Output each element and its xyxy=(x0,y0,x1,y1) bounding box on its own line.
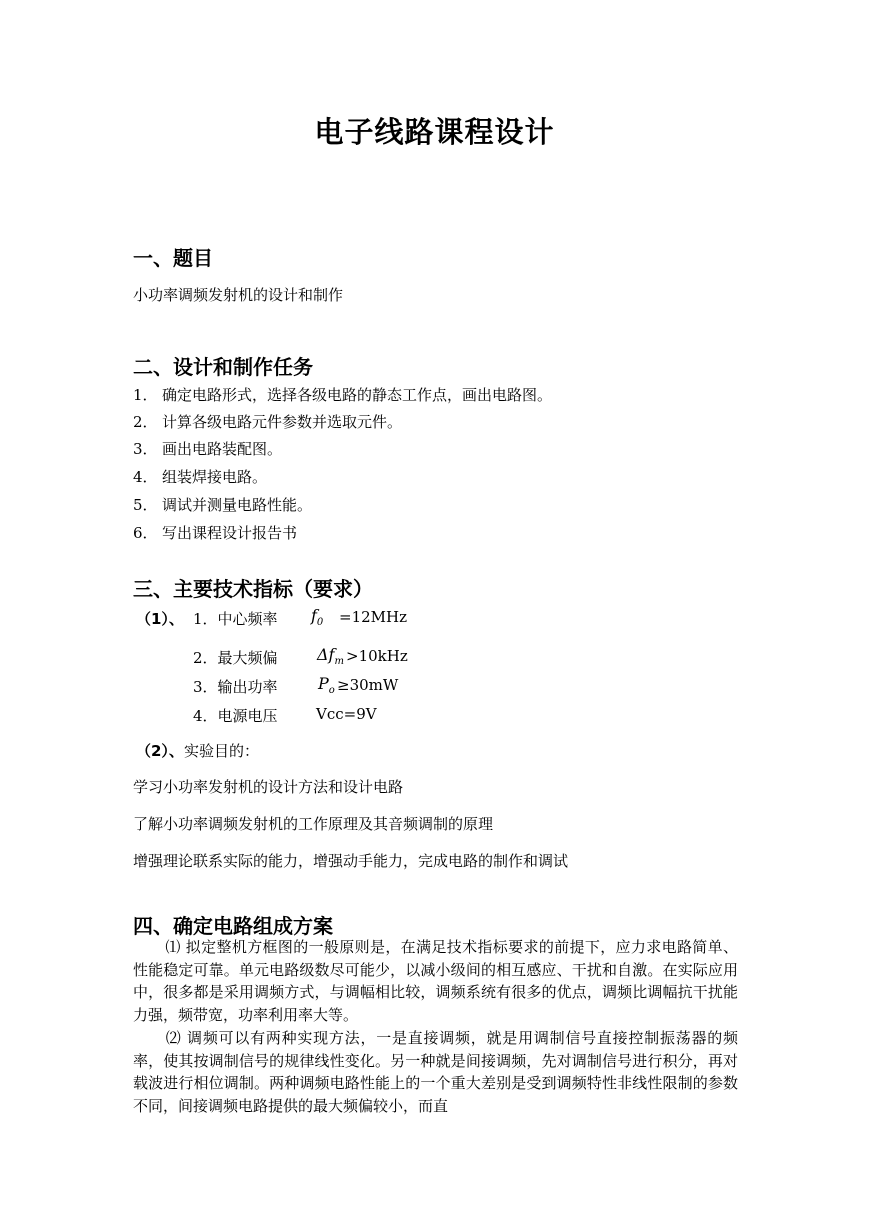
spec-number: 4． xyxy=(193,707,218,725)
page-title: 电子线路课程设计 xyxy=(314,115,555,149)
scheme-paragraph xyxy=(133,1027,738,1119)
spec-symbol-sub: o xyxy=(328,685,335,697)
task-item xyxy=(133,494,312,515)
spec-row xyxy=(193,647,278,668)
scheme-paragraph-text: ⑵ 调频可以有两种实现方法，一是直接调频，就是用调制信号直接控制振荡器的频率，使其按调制信号的规律线性变化。另一种就是间接调频，先对调制信号进行积分，再对载波进行相位调制。两种调频电路性能上的一个重大差别是受到调频特性非线性限制的参数不同，间接调频电路提供的最大频偏较小，而直 xyxy=(133,1029,738,1116)
spec-value: Vcc=9V xyxy=(316,705,377,723)
goal-item: 了解小功率调频发射机的工作原理及其音频调制的原理 xyxy=(133,815,494,833)
spec-label: 电源电压 xyxy=(217,707,278,725)
task-text: 组装焊接电路。 xyxy=(162,468,268,486)
part1-label: （1）、 xyxy=(136,610,184,628)
spec-value: >10kHz xyxy=(346,647,408,665)
section-heading-scheme: 四、确定电路组成方案 xyxy=(133,914,333,938)
spec-label: 输出功率 xyxy=(217,678,278,696)
task-item xyxy=(133,438,282,459)
task-number: 3． xyxy=(133,440,158,458)
goal-item: 增强理论联系实际的能力，增强动手能力，完成电路的制作和调试 xyxy=(133,852,569,870)
part2-title: 实验目的： xyxy=(183,742,259,760)
spec-symbol xyxy=(318,674,335,696)
section-heading-specs: 三、主要技术指标（要求） xyxy=(133,577,373,601)
task-number: 1． xyxy=(133,386,158,404)
scheme-paragraph-text: ⑴ 拟定整机方框图的一般原则是，在满足技术指标要求的前提下，应力求电路简单、性能稳定可靠。单元电路级数尽可能少，以减小级间的相互感应、干扰和自激。在实际应用中，很多都是采用调频方式，与调幅相比较，调频系统有很多的优点，调频比调幅抗干扰能力强，频带宽，功率利用率大等。 xyxy=(133,938,738,1025)
spec-number: 3． xyxy=(193,678,218,696)
task-item xyxy=(133,384,552,405)
spec-symbol-sub: m xyxy=(334,656,344,668)
part2-heading xyxy=(136,740,259,761)
scheme-paragraph xyxy=(133,936,738,1027)
task-text: 写出课程设计报告书 xyxy=(162,524,298,542)
spec-row xyxy=(193,705,278,726)
section-heading-tasks: 二、设计和制作任务 xyxy=(133,355,313,379)
task-item xyxy=(133,522,297,543)
spec-number: 1． xyxy=(193,610,218,628)
task-number: 4． xyxy=(133,468,158,486)
task-number: 5． xyxy=(133,496,158,514)
spec-number: 2． xyxy=(193,649,218,667)
goal-item: 学习小功率发射机的设计方法和设计电路 xyxy=(133,778,404,796)
spec-symbol-main: Δf xyxy=(317,645,335,664)
task-item xyxy=(133,466,267,487)
topic-text: 小功率调频发射机的设计和制作 xyxy=(133,286,344,304)
spec-symbol-sub: 0 xyxy=(316,617,324,629)
task-text: 确定电路形式，选择各级电路的静态工作点，画出电路图。 xyxy=(162,386,553,404)
task-number: 2． xyxy=(133,413,158,431)
spec-symbol xyxy=(317,645,344,667)
spec-label: 最大频偏 xyxy=(217,649,278,667)
spec-row xyxy=(193,676,278,697)
spec-symbol xyxy=(311,606,323,628)
part2-label: （2）、 xyxy=(136,742,184,760)
section-heading-topic: 一、题目 xyxy=(133,246,213,270)
task-text: 计算各级电路元件参数并选取元件。 xyxy=(162,413,403,431)
spec-value: ≥30mW xyxy=(337,676,399,694)
spec-value: =12MHz xyxy=(339,608,407,626)
task-text: 画出电路装配图。 xyxy=(162,440,283,458)
spec-symbol-main: P xyxy=(318,674,329,693)
task-text: 调试并测量电路性能。 xyxy=(162,496,313,514)
spec-label: 中心频率 xyxy=(217,610,278,628)
task-item xyxy=(133,411,402,432)
spec-symbol-main: f xyxy=(311,606,317,625)
spec-row xyxy=(193,608,278,629)
task-number: 6． xyxy=(133,524,158,542)
